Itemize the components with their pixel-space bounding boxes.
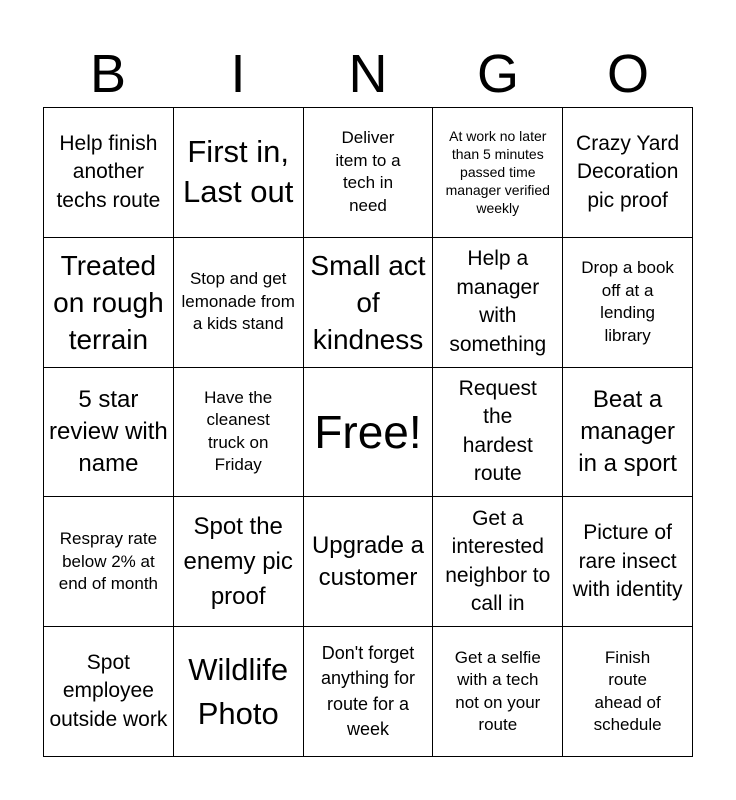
cell-text: Respray rate below 2% at end of month: [58, 529, 159, 594]
bingo-cell[interactable]: [44, 368, 174, 498]
cell-text: Picture of rare insect with identity: [572, 521, 683, 602]
cell-text: At work no later than 5 minutes passed time manager verified weekly: [445, 128, 550, 217]
cell-text: Treated on rough terrain: [53, 249, 164, 355]
bingo-cell[interactable]: [44, 238, 174, 368]
bingo-cell[interactable]: [304, 108, 434, 238]
bingo-cell[interactable]: [44, 497, 174, 627]
bingo-cell[interactable]: [44, 627, 174, 757]
cell-text: Spot the enemy pic proof: [183, 513, 293, 611]
cell-text: Help finish another techs route: [56, 131, 161, 212]
header-letter-b: B: [89, 44, 127, 104]
header-letter-i: I: [230, 44, 246, 104]
bingo-card-grid: [43, 107, 693, 757]
cell-text: Crazy Yard Decoration pic proof: [576, 131, 680, 212]
bingo-header: [43, 40, 693, 108]
free-space-cell[interactable]: [304, 368, 434, 498]
bingo-cell[interactable]: [433, 238, 563, 368]
cell-text: First in, Last out: [183, 134, 294, 210]
bingo-cell[interactable]: [174, 627, 304, 757]
cell-text: 5 star review with name: [49, 385, 168, 477]
cell-text: Beat a manager in a sport: [578, 385, 677, 477]
cell-text: Spot employee outside work: [49, 650, 168, 731]
bingo-cell[interactable]: [174, 497, 304, 627]
bingo-cell[interactable]: [433, 497, 563, 627]
bingo-cell[interactable]: [563, 497, 693, 627]
cell-text: Finish route ahead of schedule: [593, 647, 662, 735]
bingo-cell[interactable]: [433, 627, 563, 757]
bingo-cell[interactable]: [174, 238, 304, 368]
free-space-text: Free!: [314, 405, 422, 458]
cell-text: Small act of kindness: [310, 249, 426, 355]
bingo-cell[interactable]: [304, 497, 434, 627]
bingo-cell[interactable]: [304, 238, 434, 368]
bingo-cell[interactable]: [563, 627, 693, 757]
bingo-cell[interactable]: [563, 108, 693, 238]
cell-text: Deliver item to a tech in need: [335, 128, 401, 215]
cell-text: Don't forget anything for route for a week: [320, 642, 416, 740]
bingo-cell[interactable]: [433, 108, 563, 238]
bingo-cell[interactable]: [563, 238, 693, 368]
cell-text: Stop and get lemonade from a kids stand: [181, 269, 295, 334]
header-letter-o: O: [606, 44, 649, 104]
cell-text: Drop a book off at a lending library: [581, 258, 674, 345]
bingo-cell[interactable]: [563, 368, 693, 498]
bingo-cell[interactable]: [304, 627, 434, 757]
cell-text: Request the hardest route: [458, 376, 537, 486]
cell-text: Get a selfie with a tech not on your route: [454, 647, 541, 735]
cell-text: Wildlife Photo: [188, 651, 289, 731]
cell-text: Have the cleanest truck on Friday: [204, 387, 273, 475]
bingo-cell[interactable]: [174, 108, 304, 238]
bingo-cell[interactable]: [44, 108, 174, 238]
header-letter-g: G: [476, 44, 519, 104]
cell-text: Help a manager with something: [449, 247, 547, 356]
bingo-cell[interactable]: [433, 368, 563, 498]
header-letter-n: N: [348, 44, 388, 104]
cell-text: Upgrade a customer: [311, 531, 425, 591]
cell-text: Get a interested neighbor to call in: [445, 506, 551, 616]
bingo-cell[interactable]: [174, 368, 304, 498]
